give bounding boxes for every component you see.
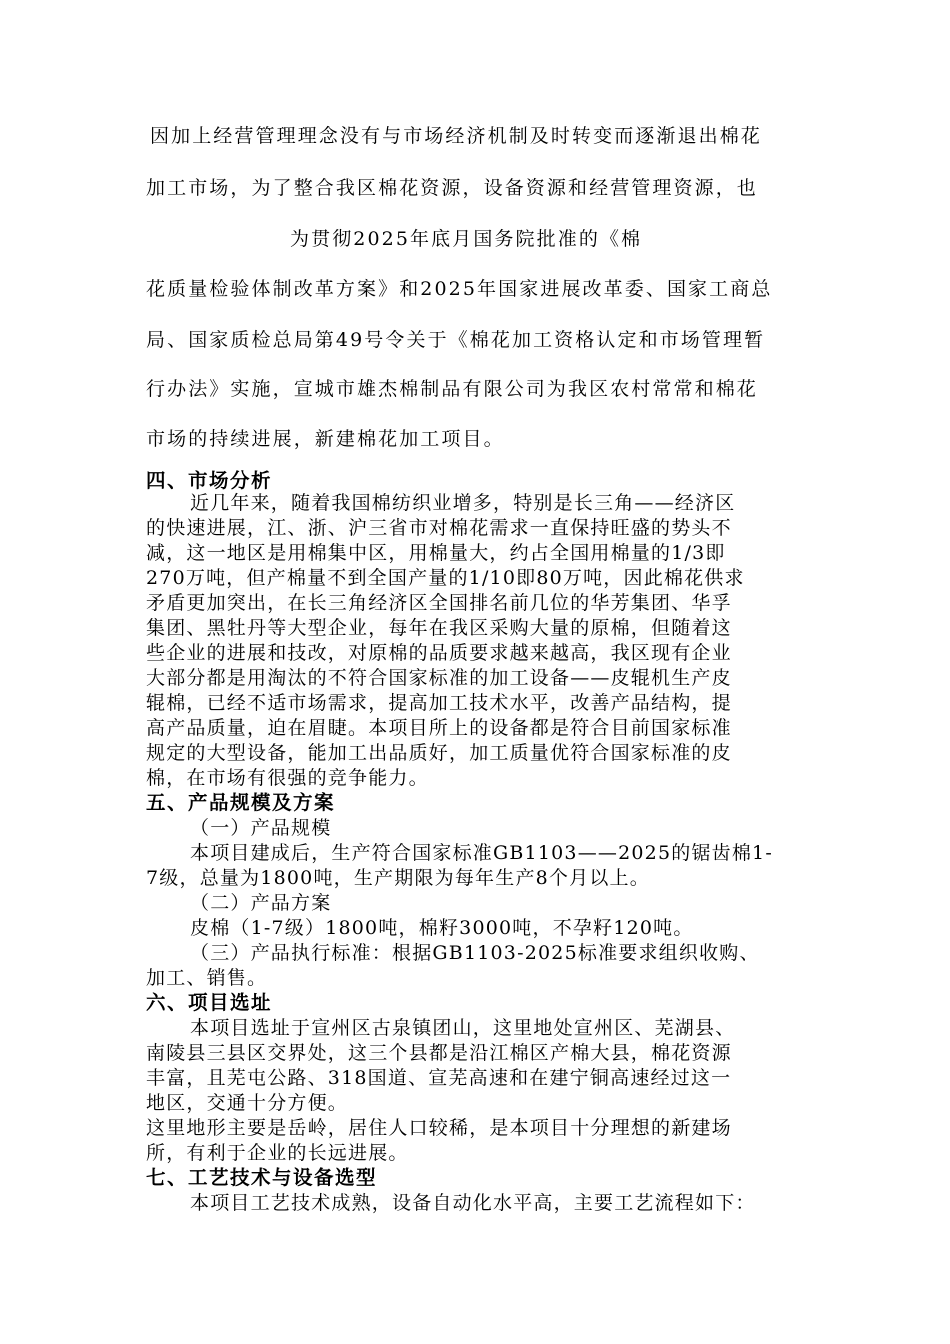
intro-line-6: 行办法》实施，宣城市雄杰棉制品有限公司为我区农村常常和棉花 [146, 378, 758, 400]
market-line-12: 棉，在市场有很强的竞争能力。 [146, 767, 429, 789]
market-line-8: 大部分都是用淘汰的不符合国家标准的加工设备——皮辊机生产皮 [146, 667, 732, 689]
market-line-2: 的快速进展，江、浙、沪三省市对棉花需求一直保持旺盛的势头不 [146, 517, 732, 539]
product-line-2: 7级，总量为1800吨，生产期限为每年生产8个月以上。 [146, 867, 650, 889]
intro-line-2: 加工市场，为了整合我区棉花资源，设备资源和经营管理资源，也 [146, 177, 758, 199]
site-line-3: 丰富，且芜屯公路、318国道、宣芜高速和在建宁铜高速经过这一 [146, 1067, 732, 1089]
section-heading-tech: 七、工艺技术与设备选型 [146, 1166, 378, 1189]
intro-line-4: 花质量检验体制改革方案》和2025年国家进展改革委、国家工商总 [146, 278, 773, 300]
market-line-5: 矛盾更加突出，在长三角经济区全国排名前几位的华芳集团、华孚 [146, 592, 732, 614]
intro-line-5: 局、国家质检总局第49号令关于《棉花加工资格认定和市场管理暂 [146, 329, 766, 351]
intro-line-3: 为贯彻2025年底月国务院批准的《棉 [290, 228, 643, 250]
site-line-4: 地区，交通十分方便。 [146, 1092, 349, 1114]
site-line-6: 所，有利于企业的长远进展。 [146, 1142, 409, 1164]
market-line-11: 规定的大型设备，能加工出品质好，加工质量优符合国家标准的皮 [146, 742, 732, 764]
market-line-6: 集团、黑牡丹等大型企业，每年在我区采购大量的原棉，但随着这 [146, 617, 732, 639]
section-heading-site: 六、项目选址 [146, 991, 273, 1014]
intro-line-7: 市场的持续进展，新建棉花加工项目。 [146, 428, 505, 450]
section-heading-product: 五、产品规模及方案 [146, 791, 336, 814]
product-subheading-plan: （二）产品方案 [190, 892, 332, 914]
market-line-7: 些企业的进展和技改，对原棉的品质要求越来越高，我区现有企业 [146, 642, 732, 664]
market-line-4: 270万吨，但产棉量不到全国产量的1/10即80万吨，因此棉花供求 [146, 567, 745, 589]
product-subheading-standard: （三）产品执行标准：根据GB1103-2025标准要求组织收购、 [190, 942, 760, 964]
site-line-2: 南陵县三县区交界处，这三个县都是沿江棉区产棉大县，棉花资源 [146, 1042, 732, 1064]
site-line-1: 本项目选址于宣州区古泉镇团山，这里地处宣州区、芜湖县、 [190, 1017, 736, 1039]
intro-line-1: 因加上经营管理理念没有与市场经济机制及时转变而逐渐退出棉花 [150, 125, 762, 147]
market-line-1: 近几年来，随着我国棉纺织业增多，特别是长三角——经济区 [190, 492, 736, 514]
section-heading-market: 四、市场分析 [146, 469, 273, 492]
market-line-9: 辊棉，已经不适市场需求，提高加工技术水平，改善产品结构，提 [146, 692, 732, 714]
product-subheading-scale: （一）产品规模 [190, 817, 332, 839]
site-line-5: 这里地形主要是岳岭，居住人口较稀，是本项目十分理想的新建场 [146, 1117, 732, 1139]
product-line-4: 加工、销售。 [146, 967, 268, 989]
product-line-1: 本项目建成后，生产符合国家标准GB1103——2025的锯齿棉1- [190, 842, 773, 864]
product-line-3: 皮棉（1-7级）1800吨，棉籽3000吨，不孕籽120吨。 [190, 917, 694, 939]
tech-line-1: 本项目工艺技术成熟，设备自动化水平高，主要工艺流程如下： [190, 1192, 756, 1214]
market-line-10: 高产品质量，迫在眉睫。本项目所上的设备都是符合目前国家标准 [146, 717, 732, 739]
market-line-3: 减，这一地区是用棉集中区，用棉量大，约占全国用棉量的1/3即 [146, 542, 726, 564]
